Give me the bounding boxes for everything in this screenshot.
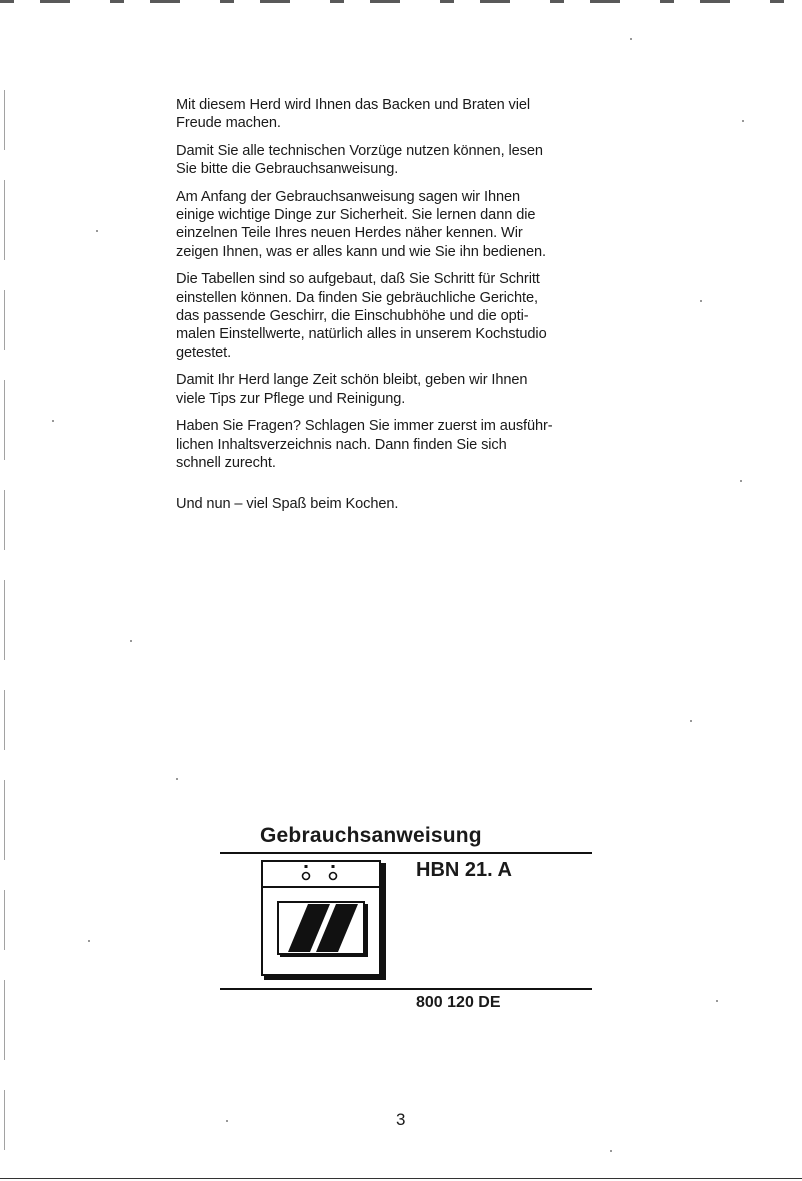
bottom-edge-rule bbox=[0, 1178, 802, 1179]
scan-speck bbox=[742, 120, 744, 122]
manual-title-block bbox=[220, 822, 592, 1022]
scan-speck bbox=[690, 720, 692, 722]
scan-speck bbox=[88, 940, 90, 942]
closing-line: Und nun – viel Spaß beim Kochen. bbox=[176, 496, 399, 513]
scan-speck bbox=[130, 640, 132, 642]
intro-paragraph: Mit diesem Herd wird Ihnen das Backen und Braten viel Freude machen. bbox=[176, 97, 531, 132]
intro-text bbox=[176, 96, 636, 523]
intro-paragraph: Die Tabellen sind so aufgebaut, daß Sie Schritt für Schritt einstellen können. Da finden Sie gebräuchliche Gerichte, das passende Geschirr, die Einschubhöhe und die opti- malen Einstellwerte, natürlich alles in unserem Kochstudio getestet. bbox=[176, 271, 547, 361]
scan-speck bbox=[610, 1150, 612, 1152]
title-rule bbox=[220, 852, 592, 854]
intro-paragraph: Damit Ihr Herd lange Zeit schön bleibt, geben wir Ihnen viele Tips zur Pflege und Reinigung. bbox=[176, 372, 528, 407]
scan-speck bbox=[740, 480, 742, 482]
model-number: HBN 21. A bbox=[416, 859, 512, 881]
intro-paragraph: Am Anfang der Gebrauchsanweisung sagen wir Ihnen einige wichtige Dinge zur Sicherheit. Sie lernen dann die einzelnen Teile Ihres neuen Herdes näher kennen. Wir zeigen Ihnen, was er alles kann und wie Sie ihn bedienen. bbox=[176, 188, 546, 260]
page-number: 3 bbox=[396, 1110, 406, 1129]
part-number: 800 120 DE bbox=[416, 994, 501, 1011]
left-edge-mark bbox=[4, 90, 5, 1160]
scan-speck bbox=[700, 300, 702, 302]
oven-icon bbox=[258, 859, 388, 981]
footer-rule bbox=[220, 988, 592, 990]
intro-paragraph: Damit Sie alle technischen Vorzüge nutzen können, lesen Sie bitte die Gebrauchsanweisung. bbox=[176, 142, 543, 178]
scan-speck bbox=[176, 778, 178, 780]
intro-paragraph: Haben Sie Fragen? Schlagen Sie immer zuerst im ausführ- lichen Inhaltsverzeichnis nach. Dann finden Sie sich schnell zurecht. bbox=[176, 418, 553, 471]
manual-title: Gebrauchsanweisung bbox=[260, 824, 482, 847]
scan-speck bbox=[630, 38, 632, 40]
scan-speck bbox=[52, 420, 54, 422]
scan-speck bbox=[226, 1120, 228, 1122]
top-edge-rule bbox=[0, 0, 802, 3]
scan-speck bbox=[716, 1000, 718, 1002]
scan-speck bbox=[96, 230, 98, 232]
